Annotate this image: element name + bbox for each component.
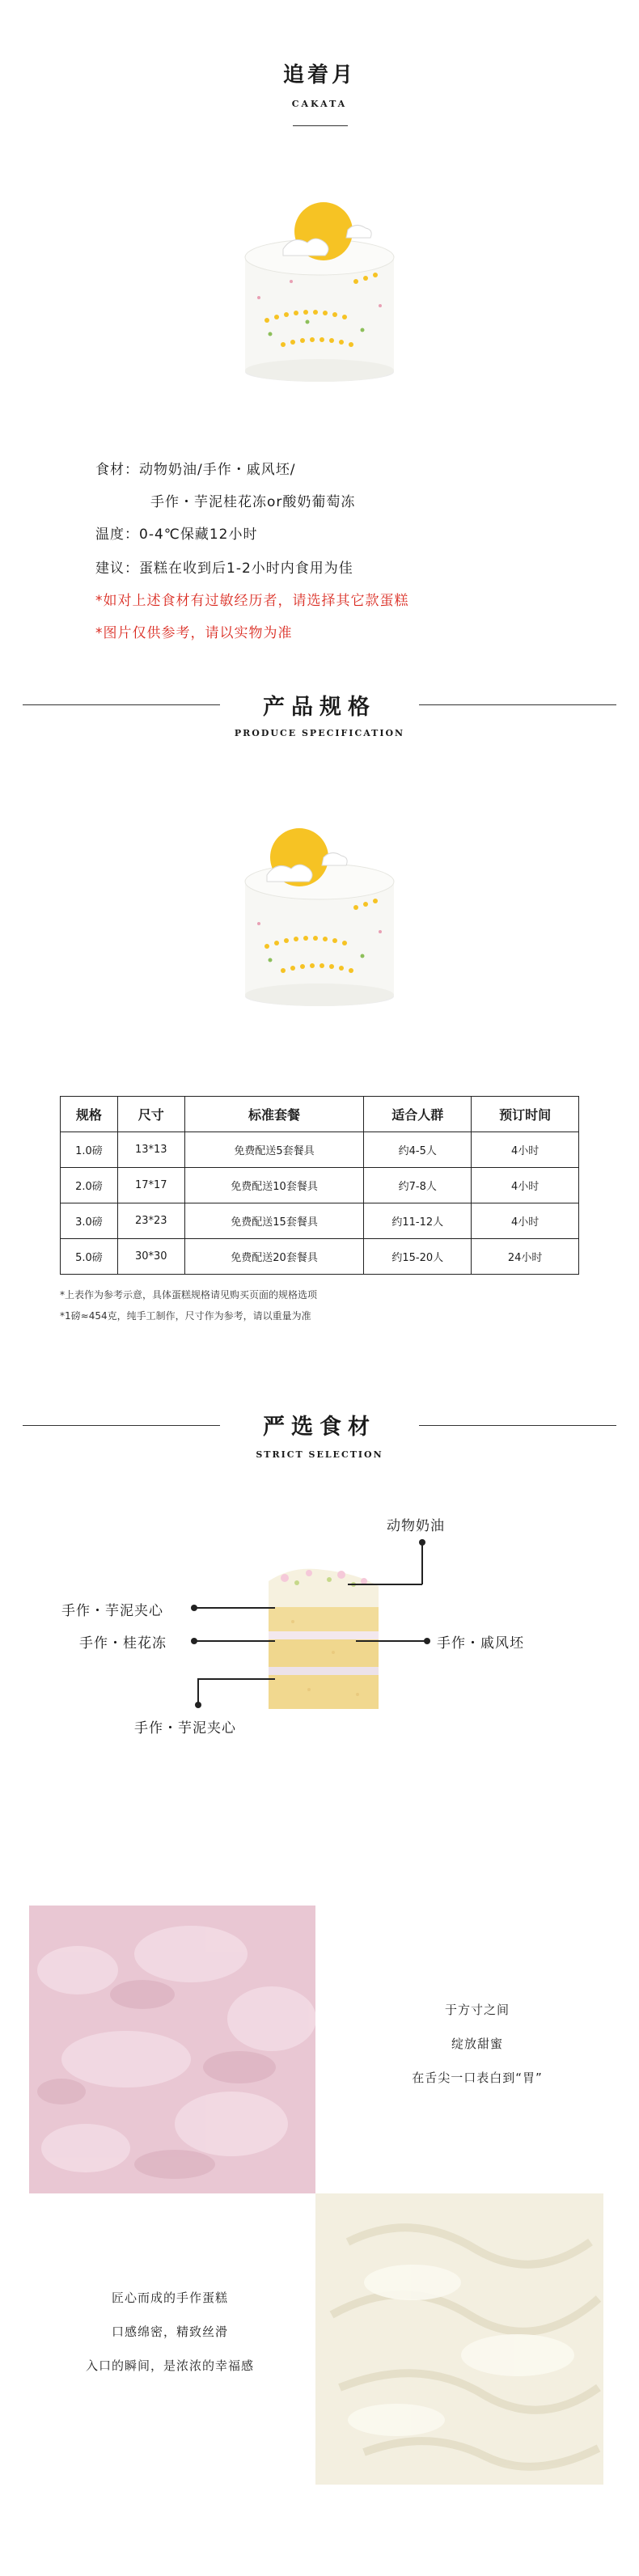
table-cell: 23*23 xyxy=(117,1203,184,1239)
table-cell: 24小时 xyxy=(472,1239,579,1275)
strict-section-title: 严选食材 xyxy=(263,1415,376,1440)
table-cell: 免费配送15套餐具 xyxy=(184,1203,364,1239)
texture1-line-2: 绽放甜蜜 xyxy=(451,2037,503,2051)
table-cell: 约4-5人 xyxy=(364,1132,472,1168)
column-header: 规格 xyxy=(61,1097,118,1132)
table-cell: 30*30 xyxy=(117,1239,184,1275)
table-cell: 1.0磅 xyxy=(61,1132,118,1168)
texture2-line-1: 匠心而成的手作蛋糕 xyxy=(111,2290,228,2305)
spec-table xyxy=(60,1096,579,1275)
strict-section-subtitle: STRICT SELECTION xyxy=(256,1449,383,1460)
leader-line xyxy=(194,1640,275,1642)
layer-label-osmanthus: 手作・桂花冻 xyxy=(79,1635,167,1652)
table-row xyxy=(61,1203,579,1239)
table-cell: 5.0磅 xyxy=(61,1239,118,1275)
column-header: 尺寸 xyxy=(117,1097,184,1132)
column-header: 预订时间 xyxy=(472,1097,579,1132)
texture2-line-2: 口感绵密，精致丝滑 xyxy=(111,2324,228,2339)
table-cell: 约15-20人 xyxy=(364,1239,472,1275)
table-cell: 4小时 xyxy=(472,1168,579,1203)
leader-line xyxy=(197,1678,199,1704)
ingredients-line-2: 手作・芋泥桂花冻or酸奶葡萄冻 xyxy=(150,494,356,510)
table-note-2: *1磅≈454克，纯手工制作，尺寸作为参考，请以重量为准 xyxy=(60,1310,311,1322)
column-header: 适合人群 xyxy=(364,1097,472,1132)
cake-photo-spec xyxy=(235,825,404,1011)
storage-temperature: 温度：0-4℃保藏12小时 xyxy=(95,527,258,543)
leader-line xyxy=(194,1607,275,1609)
leader-line xyxy=(356,1640,427,1642)
allergy-warning: *如对上述食材有过敏经历者，请选择其它款蛋糕 xyxy=(95,593,409,609)
ingredients-value-1: 动物奶油/手作・戚风坯/ xyxy=(139,462,296,478)
cake-photo-top xyxy=(235,201,404,387)
table-row xyxy=(61,1132,579,1168)
table-cell: 免费配送10套餐具 xyxy=(184,1168,364,1203)
table-cell: 4小时 xyxy=(472,1203,579,1239)
texture2-line-3: 入口的瞬间，是浓浓的幸福感 xyxy=(85,2358,254,2373)
table-cell: 13*13 xyxy=(117,1132,184,1168)
table-header-row xyxy=(61,1097,579,1132)
eating-advice: 建议：蛋糕在收到后1-2小时内食用为佳 xyxy=(95,560,353,577)
table-row xyxy=(61,1168,579,1203)
leader-line xyxy=(348,1584,422,1585)
leader-dot xyxy=(424,1638,430,1644)
header-divider xyxy=(293,125,348,126)
cake-slice-photo xyxy=(269,1565,379,1709)
table-row xyxy=(61,1239,579,1275)
page-title: 追着月 xyxy=(282,63,356,87)
layer-label-cream: 动物奶油 xyxy=(387,1518,445,1534)
leader-line xyxy=(421,1542,423,1584)
texture1-line-1: 于方寸之间 xyxy=(444,2003,510,2017)
table-cell: 3.0磅 xyxy=(61,1203,118,1239)
texture1-line-3: 在舌尖一口表白到“胃” xyxy=(412,2071,543,2085)
column-header: 标准套餐 xyxy=(184,1097,364,1132)
table-cell: 免费配送5套餐具 xyxy=(184,1132,364,1168)
table-cell: 约7-8人 xyxy=(364,1168,472,1203)
taro-texture-photo xyxy=(29,1906,315,2193)
layer-label-chiffon: 手作・戚风坯 xyxy=(437,1635,524,1652)
leader-dot xyxy=(191,1638,197,1644)
table-note-1: *上表作为参考示意，具体蛋糕规格请见购买页面的规格选项 xyxy=(60,1289,318,1301)
ingredients-line-1 xyxy=(95,458,295,478)
spec-section-title: 产品规格 xyxy=(263,695,376,720)
image-disclaimer: *图片仅供参考，请以实物为准 xyxy=(95,625,293,641)
table-cell: 17*17 xyxy=(117,1168,184,1203)
leader-dot xyxy=(195,1702,201,1708)
spec-section-subtitle: PRODUCE SPECIFICATION xyxy=(234,728,405,738)
layer-label-taro-top: 手作・芋泥夹心 xyxy=(61,1603,163,1619)
table-cell: 4小时 xyxy=(472,1132,579,1168)
table-cell: 约11-12人 xyxy=(364,1203,472,1239)
page-subtitle: CAKATA xyxy=(291,99,348,109)
table-cell: 2.0磅 xyxy=(61,1168,118,1203)
layer-label-taro-bottom: 手作・芋泥夹心 xyxy=(134,1720,236,1736)
table-cell: 免费配送20套餐具 xyxy=(184,1239,364,1275)
leader-line xyxy=(197,1678,275,1680)
ingredients-label: 食材： xyxy=(95,462,139,478)
leader-dot xyxy=(191,1605,197,1611)
cream-texture-photo xyxy=(315,2193,603,2485)
